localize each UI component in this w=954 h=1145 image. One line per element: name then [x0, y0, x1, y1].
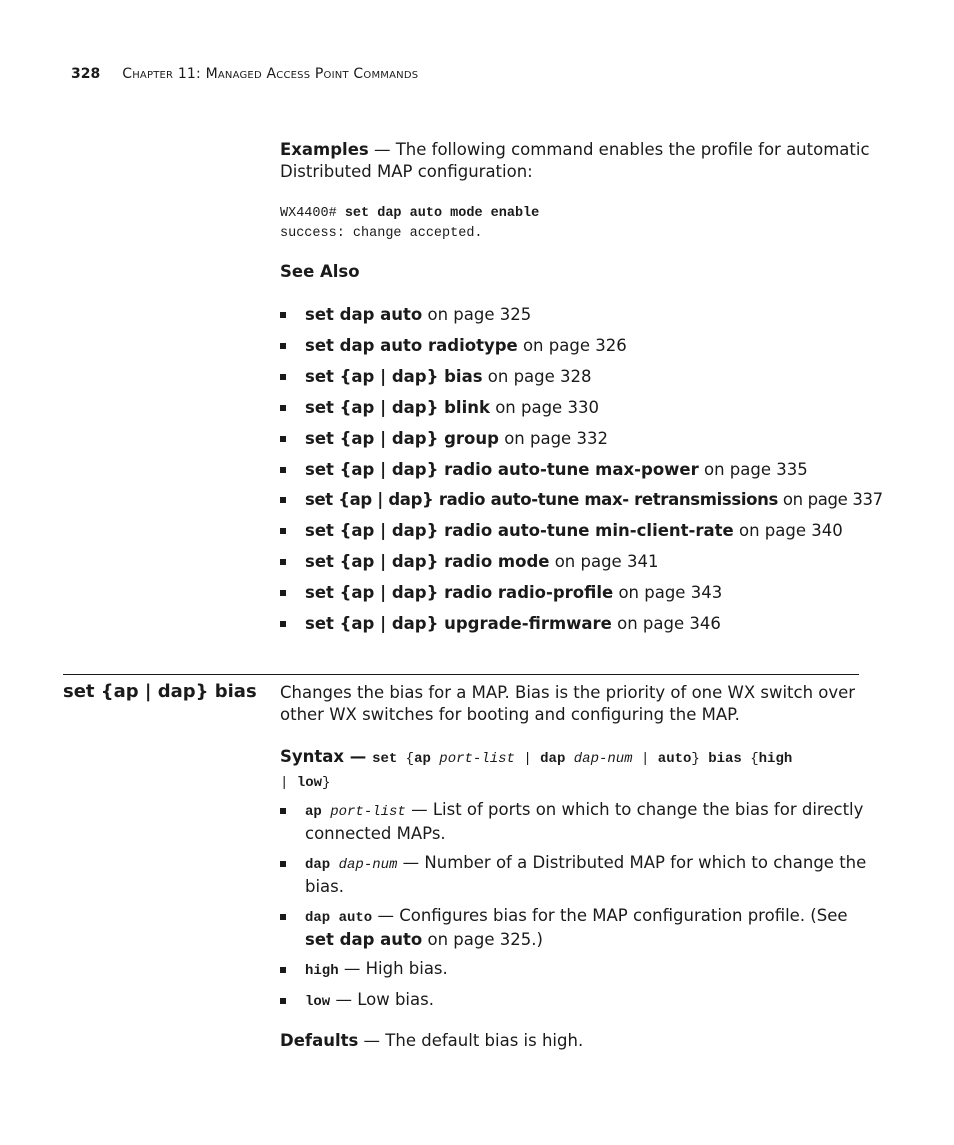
- syntax-pipe: |: [514, 751, 541, 767]
- see-also-cmd: set {ap | dap} radio auto-tune max- retransmissions: [305, 490, 779, 509]
- syntax-ap: ap: [414, 751, 431, 767]
- page-number: 328: [71, 66, 101, 82]
- see-also-ref: on page 326: [517, 336, 627, 355]
- param-keyword: high: [305, 963, 339, 979]
- see-also-cmd: set dap auto radiotype: [305, 336, 518, 355]
- see-also-ref: on page 346: [611, 614, 721, 633]
- section-description: Changes the bias for a MAP. Bias is the priority of one WX switch over other WX switches for booting and configuring the MAP.: [280, 683, 856, 724]
- param-keyword: low: [305, 994, 331, 1010]
- see-also-ref: on page 325: [422, 305, 532, 324]
- syntax-label: Syntax: [280, 747, 345, 766]
- syntax-auto: auto: [657, 751, 692, 767]
- running-header: [71, 66, 418, 82]
- param-desc: — Low bias.: [330, 990, 434, 1009]
- see-also-ref: on page 341: [549, 552, 659, 571]
- see-also-cmd: set {ap | dap} radio mode: [305, 552, 550, 571]
- bullet-square: [280, 312, 286, 318]
- defaults-paragraph: [280, 1030, 870, 1052]
- chapter-title: Chapter 11: Managed Access Point Commands: [122, 66, 419, 82]
- bullet-square: [280, 621, 286, 627]
- bullet-square: [280, 467, 286, 473]
- see-also-cmd: set {ap | dap} radio radio-profile: [305, 583, 614, 602]
- see-also-cmd: set {ap | dap} group: [305, 429, 499, 448]
- code-prompt: WX4400#: [280, 206, 337, 221]
- param-keyword: dap: [305, 857, 331, 873]
- bullet-square: [280, 998, 286, 1004]
- syntax-set: set: [372, 751, 398, 767]
- bullet-square: [280, 861, 286, 867]
- bullet-square: [280, 497, 286, 503]
- param-desc: — List of ports on which to change the bias for directly connected MAPs.: [305, 800, 864, 843]
- syntax-dap: dap: [540, 751, 566, 767]
- param-arg: port-list: [321, 804, 406, 820]
- param-item: [280, 799, 870, 845]
- syntax-brace: {: [397, 751, 415, 767]
- see-also-ref: on page 332: [498, 429, 608, 448]
- param-item: [280, 905, 870, 951]
- bullet-square: [280, 559, 286, 565]
- bullet-square: [280, 374, 286, 380]
- bullet-square: [280, 436, 286, 442]
- syntax-dash: —: [344, 747, 373, 766]
- param-ref-cmd[interactable]: set dap auto: [305, 930, 423, 949]
- see-also-cmd: set dap auto: [305, 305, 423, 324]
- see-also-heading: See Also: [280, 262, 360, 281]
- bullet-square: [280, 343, 286, 349]
- examples-label: Examples: [280, 140, 369, 159]
- section-title: set {ap | dap} bias: [63, 681, 257, 702]
- syntax-pipe: |: [632, 751, 658, 767]
- see-also-cmd: set {ap | dap} radio auto-tune min-client-rate: [305, 521, 734, 540]
- param-desc: — Number of a Distributed MAP for which to change the bias.: [305, 853, 867, 896]
- examples-text: — The following command enables the profile for automatic Distributed MAP configuration:: [280, 140, 870, 181]
- code-command: set dap auto mode enable: [344, 206, 540, 221]
- see-also-cmd: set {ap | dap} bias: [305, 367, 483, 386]
- bullet-square: [280, 405, 286, 411]
- see-also-ref: on page 330: [489, 398, 599, 417]
- code-line-command: [280, 204, 539, 224]
- syntax-line: [280, 746, 870, 794]
- see-also-cmd: set {ap | dap} radio auto-tune max-power: [305, 460, 699, 479]
- param-item: [280, 852, 870, 898]
- examples-paragraph: [280, 139, 870, 183]
- param-desc: — High bias.: [338, 959, 448, 978]
- bullet-square: [280, 967, 286, 973]
- syntax-brace: }: [691, 751, 709, 767]
- param-keyword: ap: [305, 804, 322, 820]
- bullet-square: [280, 914, 286, 920]
- param-item: [280, 989, 870, 1013]
- code-line-output: success: change accepted.: [280, 226, 483, 241]
- syntax-pipe: |: [280, 775, 297, 791]
- syntax-brace: {: [741, 751, 759, 767]
- param-desc: — Configures bias for the MAP configuration profile. (See: [372, 906, 848, 925]
- see-also-cmd: set {ap | dap} blink: [305, 398, 490, 417]
- defaults-text: — The default bias is high.: [358, 1031, 584, 1050]
- see-also-ref: on page 335: [698, 460, 808, 479]
- syntax-high: high: [758, 751, 793, 767]
- param-keyword: dap auto: [305, 910, 373, 926]
- see-also-ref: on page 340: [733, 521, 843, 540]
- code-example: [280, 204, 539, 244]
- syntax-low: low: [296, 775, 323, 791]
- syntax-bias: bias: [708, 751, 742, 767]
- syntax-brace: }: [322, 775, 331, 791]
- syntax-dap-num: dap-num: [565, 751, 633, 767]
- see-also-ref: on page 337: [778, 490, 883, 509]
- param-item: [280, 958, 870, 982]
- section-divider: [63, 674, 859, 675]
- see-also-ref: on page 328: [482, 367, 592, 386]
- bullet-square: [280, 528, 286, 534]
- defaults-label: Defaults: [280, 1031, 359, 1050]
- see-also-ref: on page 343: [613, 583, 723, 602]
- param-ref-page: on page 325.): [422, 930, 543, 949]
- see-also-cmd: set {ap | dap} upgrade-firmware: [305, 614, 612, 633]
- syntax-port-list: port-list: [430, 751, 515, 767]
- param-arg: dap-num: [330, 857, 398, 873]
- bullet-square: [280, 808, 286, 814]
- bullet-square: [280, 590, 286, 596]
